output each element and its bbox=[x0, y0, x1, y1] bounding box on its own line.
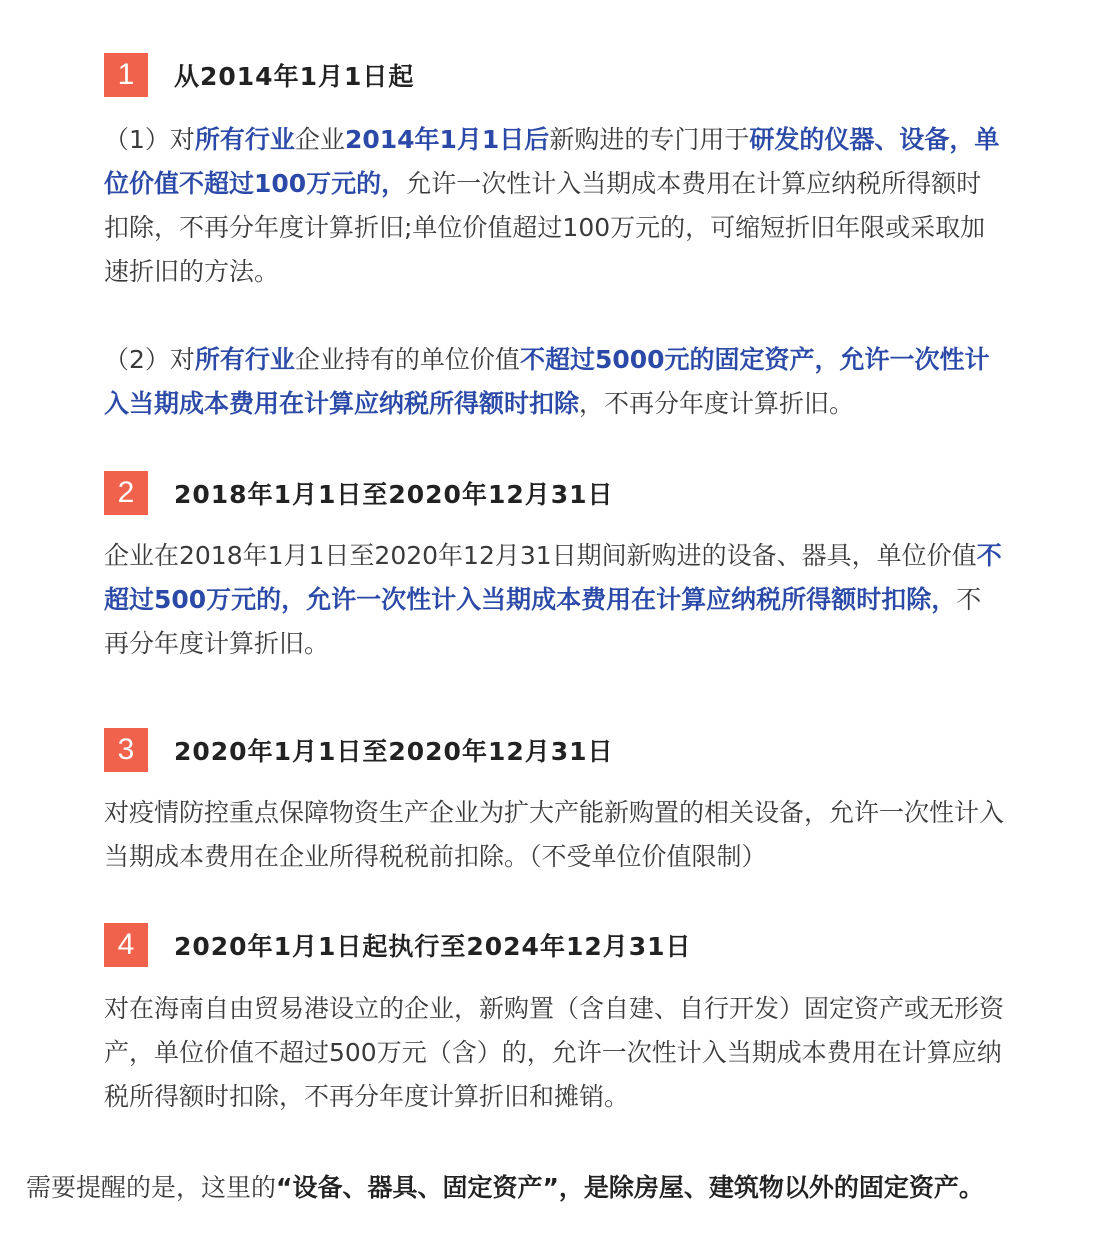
body-text: 对在海南自由贸易港设立的企业，新购置（含自建、自行开发）固定资产或无形资产，单位价值不超过500万元（含）的，允许一次性计入当期成本费用在计算应纳税所得额时扣除，不再分年度计算折旧和摊销。 bbox=[104, 994, 1005, 1111]
body-text: （2）对 bbox=[104, 345, 195, 374]
section-number-badge: 3 bbox=[104, 728, 148, 772]
reminder-bold: “设备、器具、固定资产”，是除房屋、建筑物以外的固定资产。 bbox=[276, 1173, 984, 1202]
body-text: 不再分年度计算折旧。 bbox=[104, 585, 982, 658]
body-text: 企业持有的单位价值 bbox=[294, 345, 520, 374]
section-1-paragraph-1 bbox=[104, 118, 1004, 294]
section-title: 2018年1月1日至2020年12月31日 bbox=[174, 480, 614, 509]
body-text: 企业 bbox=[294, 125, 345, 154]
section-number-badge: 1 bbox=[104, 53, 148, 97]
section-4-heading bbox=[104, 923, 692, 967]
highlighted-text: 研发的仪器、设备，单位价值不超过100万元的， bbox=[104, 125, 1000, 198]
section-3-paragraph bbox=[104, 791, 1004, 879]
body-text: 新购进的专门用于 bbox=[549, 125, 750, 154]
highlighted-text: 2014年1月1日后 bbox=[344, 125, 550, 154]
section-1-heading bbox=[104, 53, 414, 97]
reminder-lead: 需要提醒的是，这里的 bbox=[26, 1173, 277, 1202]
body-text: 企业在2018年1月1日至2020年12月31日期间新购进的设备、器具，单位价值 bbox=[104, 541, 977, 570]
highlighted-text: 所有行业 bbox=[194, 345, 295, 374]
section-2-paragraph bbox=[104, 534, 1004, 666]
section-title: 2020年1月1日起执行至2024年12月31日 bbox=[174, 932, 692, 961]
body-text: 对疫情防控重点保障物资生产企业为扩大产能新购置的相关设备，允许一次性计入当期成本费用在企业所得税税前扣除。（不受单位价值限制） bbox=[104, 798, 1005, 871]
section-title: 2020年1月1日至2020年12月31日 bbox=[174, 737, 614, 766]
body-text: ，不再分年度计算折旧。 bbox=[579, 389, 855, 418]
section-number-badge: 2 bbox=[104, 471, 148, 515]
section-title: 从2014年1月1日起 bbox=[174, 62, 415, 91]
reminder-note bbox=[26, 1166, 1096, 1210]
highlighted-text: 不超过5000元的固定资产，允许一次性计入当期成本费用在计算应纳税所得额时扣除 bbox=[104, 345, 990, 418]
section-number-badge: 4 bbox=[104, 923, 148, 967]
section-1-paragraph-2 bbox=[104, 338, 1004, 426]
body-text: 允许一次性计入当期成本费用在计算应纳税所得额时扣除，不再分年度计算折旧;单位价值超过100万元的，可缩短折旧年限或采取加速折旧的方法。 bbox=[104, 169, 986, 286]
highlighted-text: 所有行业 bbox=[194, 125, 295, 154]
section-4-paragraph bbox=[104, 987, 1004, 1119]
body-text: （1）对 bbox=[104, 125, 195, 154]
highlighted-text: 不超过500万元的，允许一次性计入当期成本费用在计算应纳税所得额时扣除， bbox=[104, 541, 1002, 614]
section-3-heading bbox=[104, 728, 614, 772]
section-2-heading bbox=[104, 471, 614, 515]
